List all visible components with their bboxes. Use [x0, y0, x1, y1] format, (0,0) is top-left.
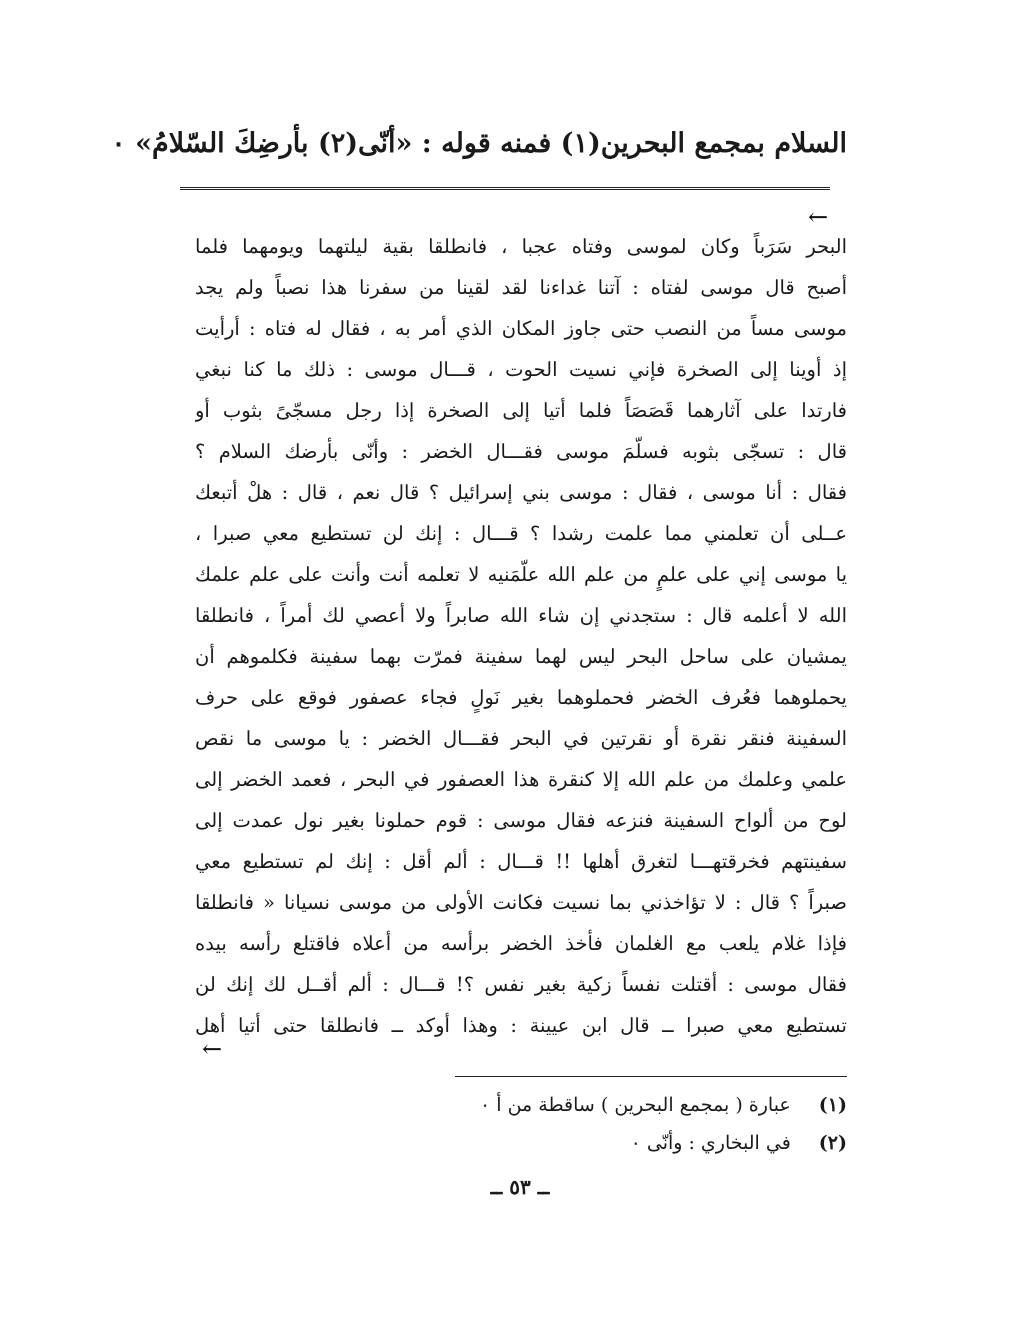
footnotes	[420, 1086, 847, 1162]
body-line: فإذا غلام يلعب مع الغلمان فأخذ الخضر برأسه من أعلاه فاقتلع رأسه بيده	[195, 932, 847, 955]
body-line: الله لا أعلمه قال : ستجدني إن شاء الله صابراً ولا أعصي لك أمراً ، فانطلقا	[195, 604, 847, 627]
footnote	[420, 1124, 847, 1162]
body-line: البحر سَرَباً وكان لموسى وفتاه عجبا ، فانطلقا بقية ليلتهما ويومهما فلما	[195, 235, 847, 258]
body-line: صبراً ؟ قال : لا تؤاخذني بما نسيت فكانت الأولى من موسى نسيانا « فانطلقا	[195, 891, 847, 914]
body-line: فقال : أنا موسى ، فقال : موسى بني إسرائيل ؟ قال نعم ، قال : هلْ أتبعك	[195, 481, 847, 504]
footnote-text: في البخاري : وأنّى ٠	[630, 1132, 791, 1154]
body-line: موسى مساً من النصب حتى جاوز المكان الذي أمر به ، فقال له فتاه : أرأيت	[195, 317, 847, 340]
body-line: يمشيان على ساحل البحر ليس لهما سفينة فمرّت بهما سفينة فكلموهم أن	[195, 645, 847, 668]
body-line: فارتدا على آثارهما قَصَصَاً فلما أتيا إلى الصخرة إذا رجل مسجّىً بثوب أو	[195, 399, 847, 422]
header-divider	[180, 187, 830, 190]
body-line: تستطيع معي صبرا ــ قال ابن عيينة : وهذا أوكد ــ فانطلقا حتى أتيا أهل	[195, 1014, 847, 1037]
continuation-arrow-icon: ←	[808, 203, 829, 231]
body-line: فقال موسى : أقتلت نفساً زكية بغير نفس ؟! قـــال : ألم أقــل لك إنك لن	[195, 973, 847, 996]
footnote-number: (١)	[818, 1094, 847, 1116]
body-text	[195, 226, 847, 1046]
footnote	[420, 1086, 847, 1124]
body-line: يا موسى إني على علمٍ من علم الله علّمَنيه لا تعلمه أنت وأنت على علم علمك	[195, 563, 847, 586]
body-line: السفينة فنقر نقرة أو نقرتين في البحر فقـــال الخضر : يا موسى ما نقص	[195, 727, 847, 750]
footnote-text: عبارة ( بمجمع البحرين ) ساقطة من أ ٠	[480, 1094, 791, 1116]
footnote-divider	[455, 1076, 847, 1077]
page-number: ــ ٥٣ ــ	[490, 1175, 550, 1199]
body-line: قال : تسجّى بثوبه فسلّمَ موسى فقـــال الخضر : وأنّى بأرضك السلام ؟	[195, 440, 847, 463]
continuation-arrow-icon: ←	[202, 1035, 223, 1063]
footnote-number: (٢)	[818, 1132, 847, 1154]
page-header-title: السلام بمجمع البحرين(١) فمنه قوله : «أنّى(٢) بأرضِكَ السّلامُ» ٠	[111, 128, 847, 159]
body-line: عــلى أن تعلمني مما علمت رشدا ؟ قـــال : إنك لن تستطيع معي صبرا ،	[195, 522, 847, 545]
body-line: إذ أوينا إلى الصخرة فإني نسيت الحوت ، قـــال موسى : ذلك ما كنا نبغي	[195, 358, 847, 381]
body-line: لوح من ألواح السفينة فنزعه فقال موسى : قوم حملونا بغير نول عمدت إلى	[195, 809, 847, 832]
body-line: علمي وعلمك من علم الله إلا كنقرة هذا العصفور في البحر ، فعمد الخضر إلى	[195, 768, 847, 791]
body-line: يحملوهما فعُرف الخضر فحملوهما بغير نَولٍ فجاء عصفور فوقع على حرف	[195, 686, 847, 709]
body-line: أصبح قال موسى لفتاه : آتنا غداءنا لقد لقينا من سفرنا هذا نصباً ولم يجد	[195, 276, 847, 299]
body-line: سفينتهم فخرقتهـــا لتغرق أهلها !! قـــال : ألم أقل : إنك لم تستطيع معي	[195, 850, 847, 873]
